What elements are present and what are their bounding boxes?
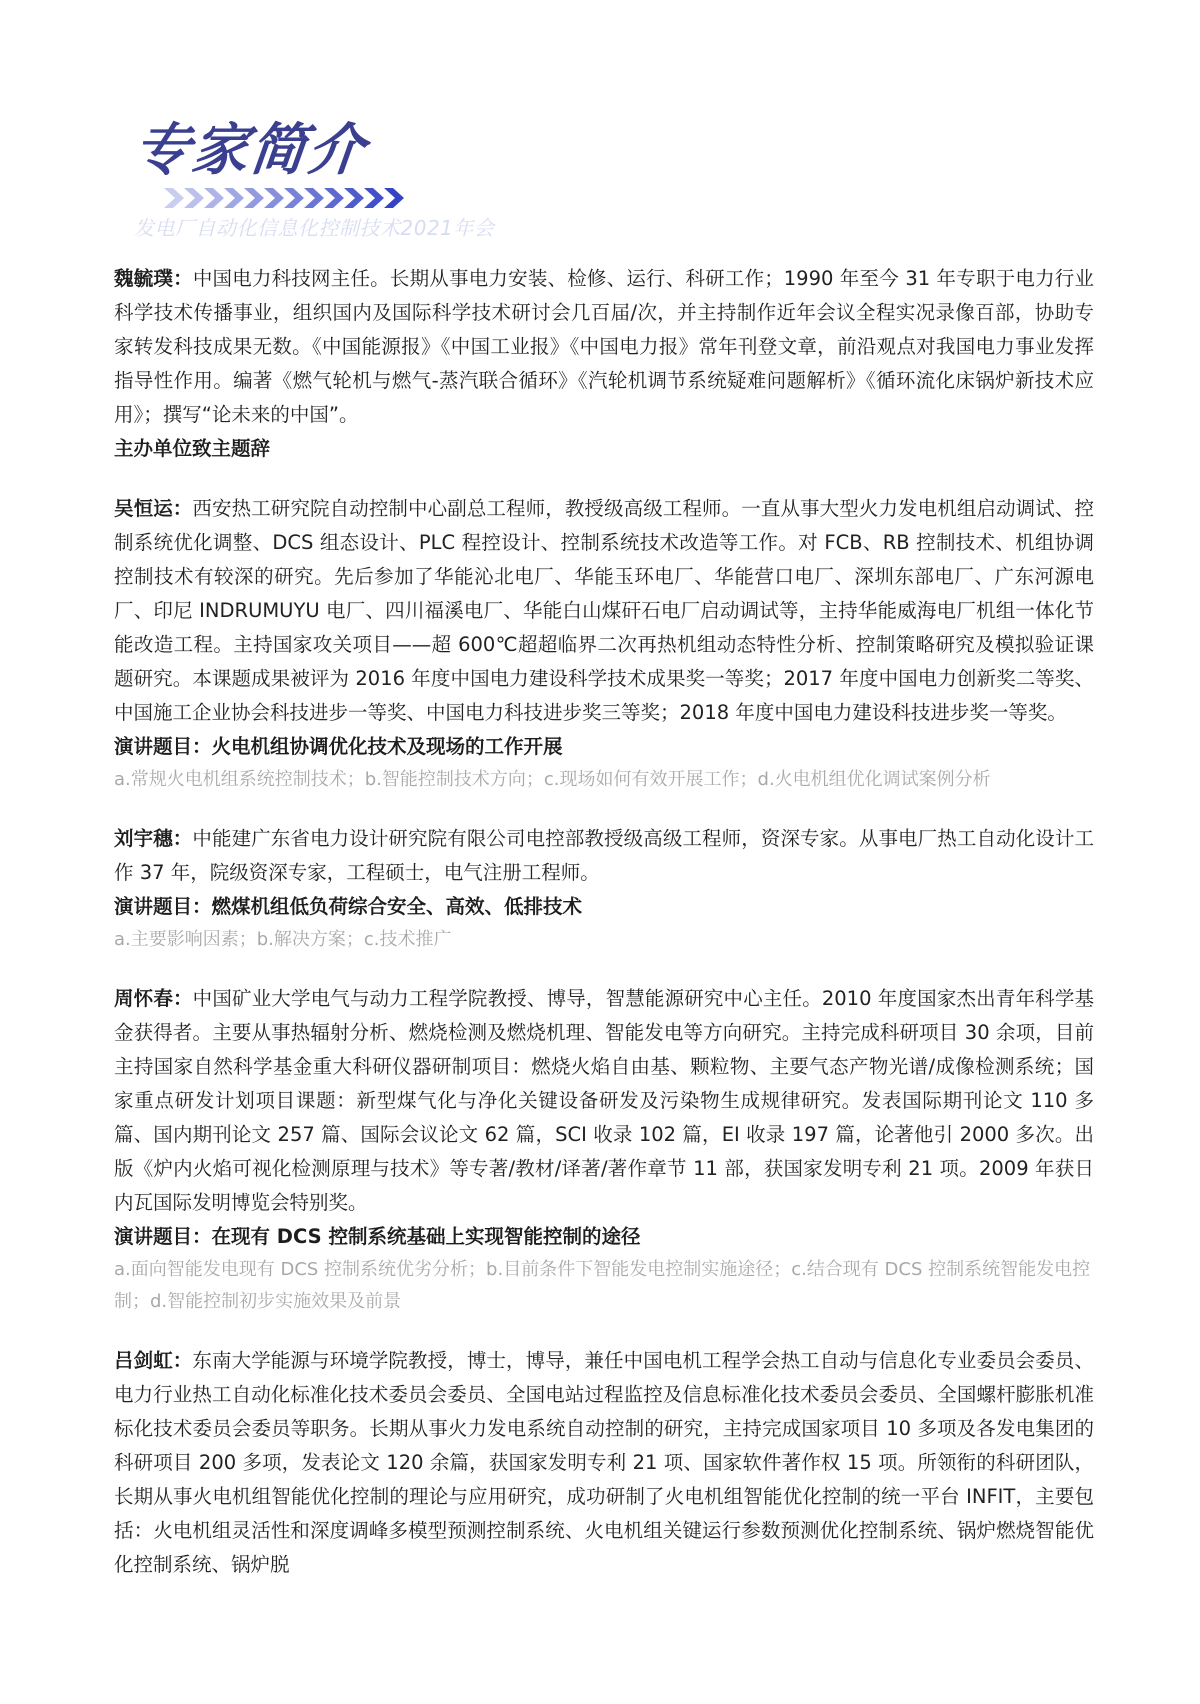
expert-name: 周怀春： xyxy=(114,987,193,1010)
chevron-icon xyxy=(284,188,304,208)
speech-topic: 主办单位致主题辞 xyxy=(114,437,271,460)
speech-outline: a.面向智能发电现有 DCS 控制系统优劣分析；b.目前条件下智能发电控制实施途径；c.结合现有 DCS 控制系统智能发电控制；d.智能控制初步实施效果及前景 xyxy=(114,1259,1091,1312)
chevron-icon xyxy=(324,188,344,208)
expert-bio xyxy=(114,492,1094,730)
page-header xyxy=(130,117,694,241)
expert-bio xyxy=(114,822,1094,890)
expert-name: 刘宇穗： xyxy=(114,827,193,850)
expert-list xyxy=(114,262,1094,1608)
expert-bio-text: 中国电力科技网主任。长期从事电力安装、检修、运行、科研工作；1990 年至今 31 年专职于电力行业科学技术传播事业，组织国内及国际科学技术研讨会几百届/次，并主持制作近年会议全程实况录像百部，协助专家转发科技成果无数。《中国能源报》《中国工业报》《中国电力报》常年刊登文章，前沿观点对我国电力事业发挥指导性作用。编著《燃气轮机与燃气-蒸汽联合循环》《汽轮机调节系统疑难问题解析》《循环流化床锅炉新技术应用》；撰写“论未来的中国”。 xyxy=(114,267,1094,426)
expert-name: 魏毓璞： xyxy=(114,267,193,290)
speech-topic: 演讲题目：燃煤机组低负荷综合安全、高效、低排技术 xyxy=(114,895,583,918)
expert-entry xyxy=(114,1344,1094,1582)
expert-bio-text: 东南大学能源与环境学院教授，博士，博导，兼任中国电机工程学会热工自动与信息化专业委员会委员、电力行业热工自动化标准化技术委员会委员、全国电站过程监控及信息标准化技术委员会委员、全国螺杆膨胀机准标化技术委员会委员等职务。长期从事火力发电系统自动控制的研究，主持完成国家项目 10 多项及各发电集团的科研项目 200 多项，发表论文 120 余篇，获国家发明专利 21 项、国家软件著作权 15 项。所领衔的科研团队，长期从事火电机组智能优化控制的理论与应用研究，成功研制了火电机组智能优化控制的统一平台 INFIT，主要包括：火电机组灵活性和深度调峰多模型预测控制系统、火电机组关键运行参数预测优化控制系统、锅炉燃烧智能优化控制系统、锅炉脱 xyxy=(114,1349,1094,1576)
chevron-icon xyxy=(304,188,324,208)
page-title: 专家简介 xyxy=(130,117,370,183)
expert-entry xyxy=(114,262,1094,466)
expert-entry xyxy=(114,822,1094,956)
speech-outline: a.主要影响因素；b.解决方案；c.技术推广 xyxy=(114,929,452,950)
expert-name: 吴恒运： xyxy=(114,497,193,520)
chevron-icon xyxy=(344,188,364,208)
expert-bio-text: 中能建广东省电力设计研究院有限公司电控部教授级高级工程师，资深专家。从事电厂热工自动化设计工作 37 年，院级资深专家，工程硕士，电气注册工程师。 xyxy=(114,827,1094,884)
speech-topic: 演讲题目：在现有 DCS 控制系统基础上实现智能控制的途径 xyxy=(114,1225,641,1248)
chevron-icon xyxy=(364,188,384,208)
chevron-divider xyxy=(164,188,694,210)
chevron-icon xyxy=(184,188,204,208)
expert-entry xyxy=(114,492,1094,796)
expert-bio xyxy=(114,1344,1094,1582)
expert-bio xyxy=(114,262,1094,432)
chevron-icon xyxy=(384,188,404,208)
expert-bio-text: 中国矿业大学电气与动力工程学院教授、博导，智慧能源研究中心主任。2010 年度国家杰出青年科学基金获得者。主要从事热辐射分析、燃烧检测及燃烧机理、智能发电等方向研究。主持完成科研项目 30 余项，目前主持国家自然科学基金重大科研仪器研制项目：燃烧火焰自由基、颗粒物、主要气态产物光谱/成像检测系统；国家重点研发计划项目课题：新型煤气化与净化关键设备研发及污染物生成规律研究。发表国际期刊论文 110 多篇、国内期刊论文 257 篇、国际会议论文 62 篇，SCI 收录 102 篇，EI 收录 197 篇，论著他引 2000 多次。出版《炉内火焰可视化检测原理与技术》等专著/教材/译著/著作章节 11 部，获国家发明专利 21 项。2009 年获日内瓦国际发明博览会特别奖。 xyxy=(114,987,1094,1214)
expert-bio-text: 西安热工研究院自动控制中心副总工程师，教授级高级工程师。一直从事大型火力发电机组启动调试、控制系统优化调整、DCS 组态设计、PLC 程控设计、控制系统技术改造等工作。对 FCB、RB 控制技术、机组协调控制技术有较深的研究。先后参加了华能沁北电厂、华能玉环电厂、华能营口电厂、深圳东部电厂、广东河源电厂、印尼 INDRUMUYU 电厂、四川福溪电厂、华能白山煤矸石电厂启动调试等，主持华能威海电厂机组一体化节能改造工程。主持国家攻关项目——超 600℃超超临界二次再热机组动态特性分析、控制策略研究及模拟验证课题研究。本课题成果被评为 2016 年度中国电力建设科学技术成果奖一等奖；2017 年度中国电力创新奖二等奖、中国施工企业协会科技进步一等奖、中国电力科技进步奖三等奖；2018 年度中国电力建设科技进步奖一等奖。 xyxy=(114,497,1094,724)
chevron-icon xyxy=(164,188,184,208)
chevron-icon xyxy=(244,188,264,208)
chevron-icon xyxy=(224,188,244,208)
expert-entry xyxy=(114,982,1094,1318)
speech-topic: 演讲题目：火电机组协调优化技术及现场的工作开展 xyxy=(114,735,563,758)
speech-outline: a.常规火电机组系统控制技术；b.智能控制技术方向；c.现场如何有效开展工作；d.火电机组优化调试案例分析 xyxy=(114,769,991,790)
chevron-icon xyxy=(264,188,284,208)
expert-name: 吕剑虹： xyxy=(114,1349,193,1372)
expert-bio xyxy=(114,982,1094,1220)
page-subtitle: 发电厂自动化信息化控制技术2021年会 xyxy=(134,216,495,240)
chevron-icon xyxy=(204,188,224,208)
